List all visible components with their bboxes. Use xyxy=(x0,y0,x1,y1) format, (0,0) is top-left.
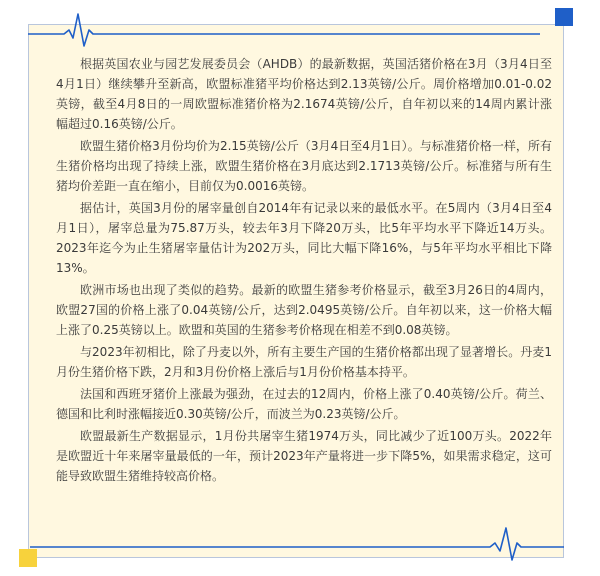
paragraph: 根据英国农业与园艺发展委员会（AHDB）的最新数据，英国活猪价格在3月（3月4日至4月1日）继续攀升至新高，欧盟标准猪平均价格达到2.13英镑/公斤。周价格增加0.01-0.02英镑，截至4月8日的一周欧盟标准猪价格为2.1674英镑/公斤，自年初以来的14周内累计涨幅超过0.16英镑/公斤。 xyxy=(56,57,552,131)
blue-square-decoration xyxy=(555,8,573,26)
paragraph: 欧洲市场也出现了类似的趋势。最新的欧盟生猪参考价格显示，截至3月26日的4周内，欧盟27国的价格上涨了0.04英镑/公斤，达到2.0495英镑/公斤。自年初以来，这一价格大幅上涨了0.25英镑以上。欧盟和英国的生猪参考价格现在相差不到0.08英镑。 xyxy=(56,283,552,337)
paragraph: 法国和西班牙猪价上涨最为强劲，在过去的12周内，价格上涨了0.40英镑/公斤。荷兰、德国和比利时涨幅接近0.30英镑/公斤，而波兰为0.23英镑/公斤。 xyxy=(56,387,552,421)
paragraph: 欧盟生猪价格3月份均价为2.15英镑/公斤（3月4日至4月1日）。与标准猪价格一样，所有生猪价格均出现了持续上涨，欧盟生猪价格在3月底达到2.1713英镑/公斤。标准猪与所有生猪均价差距一直在缩小，目前仅为0.0016英镑。 xyxy=(56,139,552,193)
paragraph: 与2023年初相比，除了丹麦以外，所有主要生产国的生猪价格都出现了显著增长。丹麦1月份生猪价格下跌，2月和3月份价格上涨后与1月份价格基本持平。 xyxy=(56,345,552,379)
paragraph: 欧盟最新生产数据显示，1月份共屠宰生猪1974万头，同比减少了近100万头。2022年是欧盟近十年来屠宰量最低的一年，预计2023年产量将进一步下降5%，如果需求稳定，这可能导致欧盟生猪维持较高价格。 xyxy=(56,429,552,483)
yellow-square-decoration xyxy=(19,549,37,567)
article-body xyxy=(56,54,552,488)
paragraph: 据估计，英国3月份的屠宰量创自2014年有记录以来的最低水平。在5周内（3月4日至4月1日），屠宰总量为75.87万头，较去年3月下降20万头，比5年平均水平下降近14万头。2023年迄今为止生猪屠宰量估计为202万头，同比大幅下降16%，与5年平均水平相比下降13%。 xyxy=(56,201,552,275)
